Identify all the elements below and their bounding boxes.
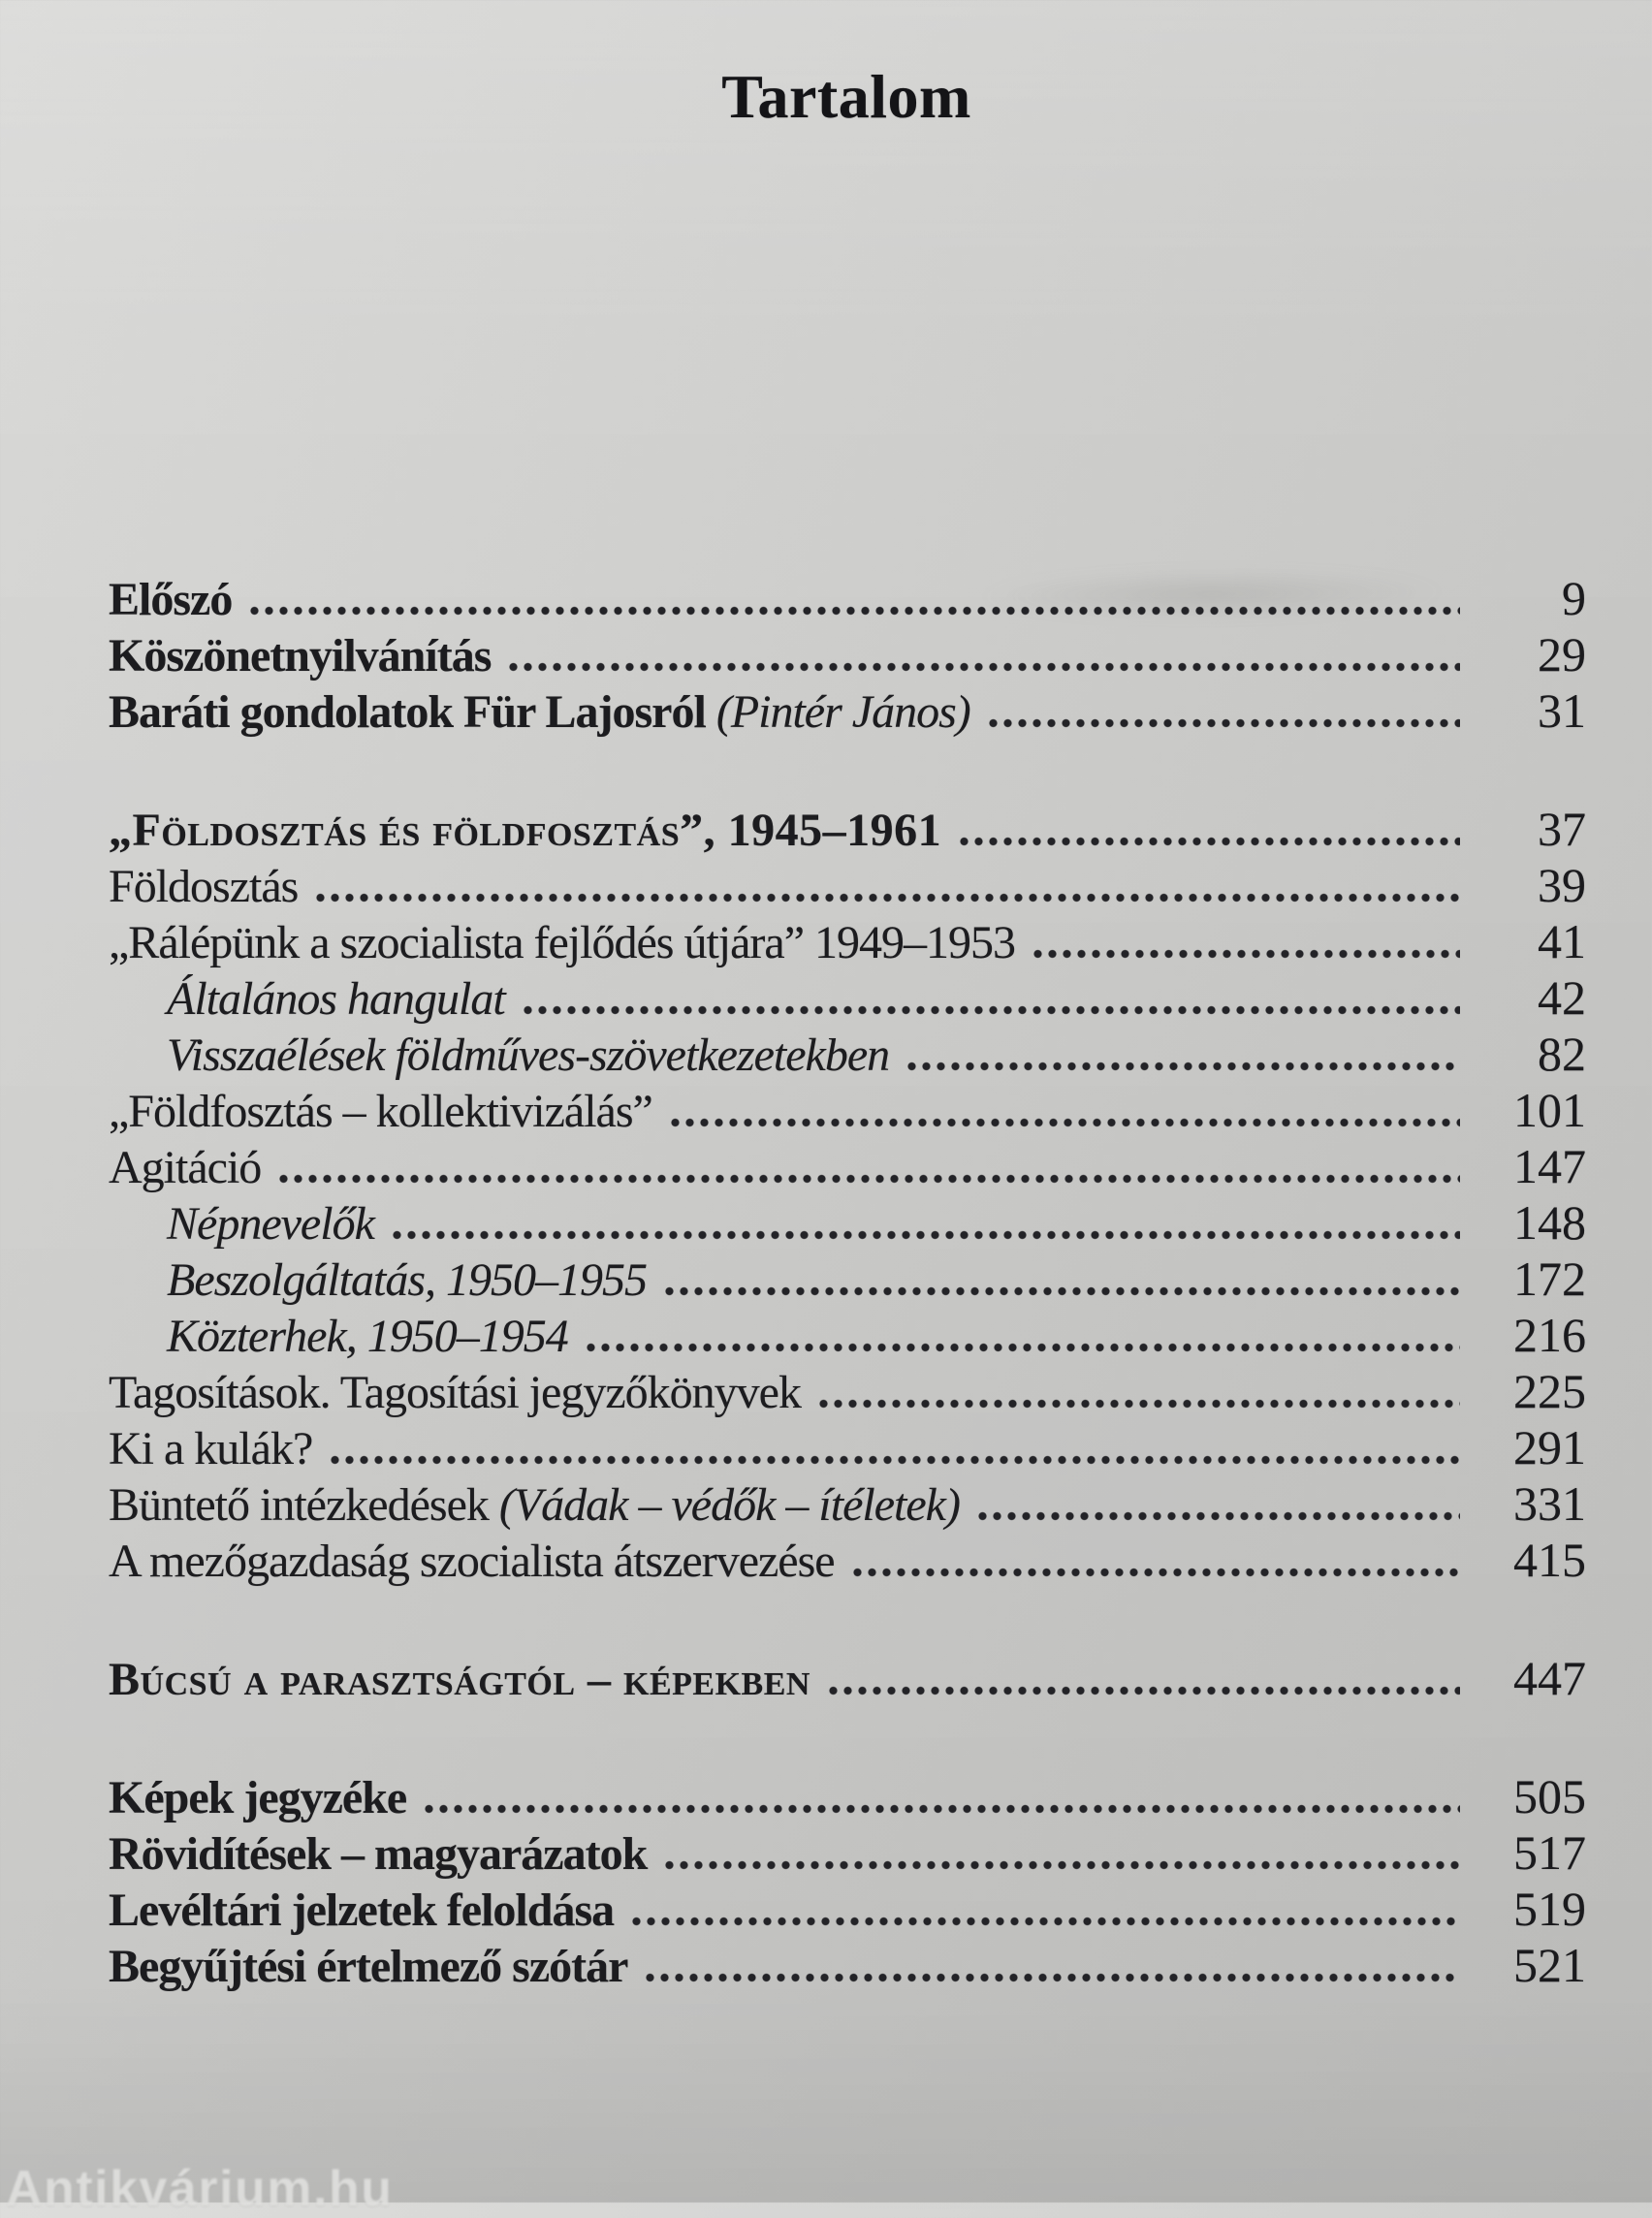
toc-entry-label: Általános hangulat: [167, 973, 505, 1025]
toc-entry: [109, 1532, 1586, 1588]
toc-entry-label: Agitáció: [109, 1142, 262, 1193]
toc-entry: [109, 913, 1586, 969]
toc-entry-page: 172: [1513, 1252, 1586, 1306]
toc-entry: [109, 1026, 1586, 1082]
dot-leader: [850, 1567, 1460, 1578]
toc-entry-page: 37: [1538, 802, 1586, 856]
toc-entry-label: Baráti gondolatok Für Lajosról (Pintér János): [109, 686, 970, 738]
toc-entry-label: „Földfosztás – kollektivizálás”: [109, 1086, 652, 1137]
dot-leader: [584, 1342, 1460, 1353]
toc-entry-label: Népnevelők: [167, 1198, 374, 1250]
toc-entry: [109, 969, 1586, 1026]
toc-entry: [109, 1194, 1586, 1251]
toc-entry-page: 29: [1538, 627, 1586, 681]
toc-entry: [109, 626, 1586, 682]
toc-entry-label: A mezőgazdaság szocialista átszervezése: [109, 1536, 835, 1587]
toc-entry-label: Közterhek, 1950–1954: [167, 1311, 568, 1362]
toc-entry-label: Előszó: [109, 574, 233, 625]
toc-entry-label: Földosztás: [109, 861, 299, 912]
dot-leader: [506, 661, 1460, 673]
toc-entry-label: Rövidítések – magyarázatok: [109, 1828, 648, 1880]
dot-leader: [826, 1685, 1460, 1696]
dot-leader: [390, 1229, 1460, 1241]
toc-entry: [109, 1475, 1586, 1532]
dot-leader: [328, 1454, 1460, 1466]
toc-entry: [109, 1082, 1586, 1138]
toc-entry-page: 82: [1538, 1027, 1586, 1081]
toc-entry: [109, 857, 1586, 913]
toc-entry: [109, 1650, 1586, 1706]
toc-entry-page: 9: [1562, 571, 1586, 625]
toc-entry: [109, 1363, 1586, 1419]
toc-entry-page: 331: [1513, 1476, 1586, 1531]
dot-leader: [422, 1803, 1460, 1815]
toc-list: [109, 570, 1586, 1993]
dot-leader: [643, 1972, 1460, 1983]
toc-entry-label: Köszönetnyilvánítás: [109, 630, 492, 681]
antikvarium-watermark: Antikvárium.hu: [6, 2161, 394, 2217]
toc-entry-label: „Földosztás és földfosztás”, 1945–1961: [109, 805, 942, 856]
dot-leader: [1031, 948, 1460, 960]
dot-leader: [313, 892, 1460, 903]
toc-entry-page: 41: [1538, 914, 1586, 968]
toc-entry-label-italic: (Pintér János): [705, 686, 970, 738]
toc-entry: [109, 682, 1586, 739]
toc-entry: [109, 1824, 1586, 1881]
toc-entry-label: Beszolgáltatás, 1950–1955: [167, 1254, 648, 1306]
toc-entry: [109, 1419, 1586, 1475]
toc-entry-page: 517: [1513, 1825, 1586, 1880]
dot-leader: [668, 1117, 1460, 1128]
toc-entry-label: Büntető intézkedések (Vádak – védők – ítéletek): [109, 1479, 960, 1531]
toc-entry-page: 147: [1513, 1139, 1586, 1193]
toc-entry-page: 521: [1513, 1938, 1586, 1992]
toc-entry-label: Búcsú a parasztságtól – képekben: [109, 1654, 810, 1705]
dot-leader: [905, 1061, 1460, 1072]
toc-entry-page: 291: [1513, 1420, 1586, 1474]
dot-leader: [986, 717, 1460, 729]
toc-entry-label: Tagosítások. Tagosítási jegyzőkönyvek: [109, 1367, 801, 1418]
toc-entry-label: Képek jegyzéke: [109, 1772, 407, 1823]
dot-leader: [521, 1004, 1460, 1016]
toc-entry-page: 505: [1513, 1769, 1586, 1823]
toc-entry: [109, 801, 1586, 857]
toc-entry-page: 216: [1513, 1308, 1586, 1362]
toc-entry: [109, 1251, 1586, 1307]
dot-leader: [276, 1173, 1460, 1185]
toc-entry-page: 415: [1513, 1533, 1586, 1587]
toc-entry-page: 31: [1538, 683, 1586, 738]
toc-entry-label-italic: (Vádak – védők – ítéletek): [488, 1479, 960, 1531]
toc-entry: [109, 1937, 1586, 1993]
dot-leader: [247, 605, 1460, 617]
toc-entry-page: 39: [1538, 858, 1586, 912]
toc-entry: [109, 570, 1586, 626]
toc-entry-page: 225: [1513, 1364, 1586, 1418]
dot-leader: [662, 1859, 1460, 1871]
toc-entry-page: 148: [1513, 1195, 1586, 1250]
toc-entry-label: Visszaélések földműves-szövetkezetekben: [167, 1030, 890, 1081]
page-title: Tartalom: [721, 61, 971, 131]
toc-entry-page: 447: [1513, 1651, 1586, 1705]
toc-entry: [109, 1138, 1586, 1194]
toc-entry-label: Ki a kulák?: [109, 1423, 313, 1474]
toc-entry-label: „Rálépünk a szocialista fejlődés útjára” 1949–1953: [109, 917, 1016, 968]
toc-entry-label: Levéltári jelzetek feloldása: [109, 1885, 615, 1936]
toc-entry-page: 101: [1513, 1083, 1586, 1137]
toc-entry: [109, 1307, 1586, 1363]
toc-entry-page: 42: [1538, 970, 1586, 1025]
toc-entry-page: 519: [1513, 1882, 1586, 1936]
dot-leader: [957, 836, 1460, 847]
dot-leader: [975, 1510, 1460, 1522]
dot-leader: [629, 1916, 1460, 1927]
toc-entry-label: Begyűjtési értelmező szótár: [109, 1941, 628, 1992]
dot-leader: [816, 1398, 1460, 1410]
toc-entry: [109, 1768, 1586, 1824]
dot-leader: [662, 1285, 1460, 1297]
toc-entry: [109, 1881, 1586, 1937]
